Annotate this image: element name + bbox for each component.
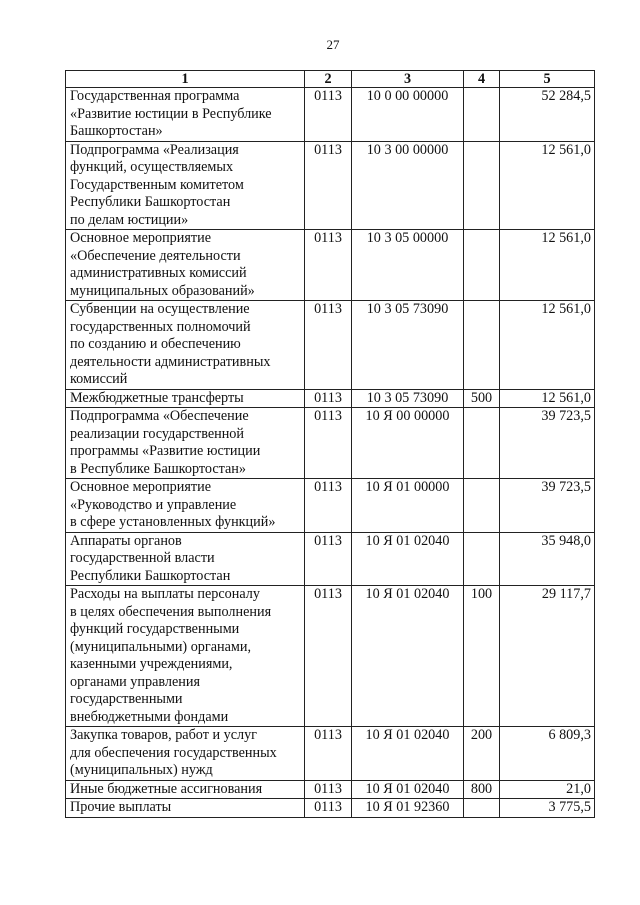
row-amount: 12 561,0 [500,301,595,390]
row-section: 0113 [305,301,352,390]
row-target-code: 10 Я 01 00000 [352,479,464,533]
row-name: Закупка товаров, работ и услуг для обеспечения государственных (муниципальных) нужд [66,727,305,781]
row-expense-type: 500 [464,389,500,408]
table-row [66,301,595,390]
table-row [66,479,595,533]
row-amount: 21,0 [500,780,595,799]
row-name: Основное мероприятие «Руководство и управление в сфере установленных функций» [66,479,305,533]
budget-table [65,70,595,818]
header-col-5: 5 [500,71,595,88]
row-name: Прочие выплаты [66,799,305,818]
row-expense-type [464,408,500,479]
row-amount: 3 775,5 [500,799,595,818]
row-amount: 39 723,5 [500,479,595,533]
table-row [66,780,595,799]
row-section: 0113 [305,727,352,781]
row-target-code: 10 Я 01 02040 [352,532,464,586]
row-section: 0113 [305,479,352,533]
row-name: Подпрограмма «Обеспечение реализации государственной программы «Развитие юстиции в Республике Башкортостан» [66,408,305,479]
row-section: 0113 [305,389,352,408]
row-expense-type [464,799,500,818]
row-expense-type [464,141,500,230]
row-target-code: 10 Я 00 00000 [352,408,464,479]
table-row [66,586,595,727]
row-amount: 29 117,7 [500,586,595,727]
row-expense-type: 200 [464,727,500,781]
table-row [66,408,595,479]
row-amount: 39 723,5 [500,408,595,479]
table-row [66,532,595,586]
row-target-code: 10 3 05 73090 [352,389,464,408]
row-expense-type [464,230,500,301]
row-section: 0113 [305,88,352,142]
header-col-4: 4 [464,71,500,88]
row-section: 0113 [305,799,352,818]
row-section: 0113 [305,230,352,301]
row-name: Расходы на выплаты персоналу в целях обеспечения выполнения функций государственными (муниципальными) органами, казенными учреждениями, органами управления государственными внебюджетными фондами [66,586,305,727]
row-expense-type [464,301,500,390]
row-amount: 12 561,0 [500,141,595,230]
header-col-2: 2 [305,71,352,88]
row-target-code: 10 3 05 73090 [352,301,464,390]
row-target-code: 10 Я 01 02040 [352,727,464,781]
row-target-code: 10 3 00 00000 [352,141,464,230]
row-name: Государственная программа «Развитие юстиции в Республике Башкортостан» [66,88,305,142]
row-target-code: 10 0 00 00000 [352,88,464,142]
row-name: Основное мероприятие «Обеспечение деятельности административных комиссий муниципальных образований» [66,230,305,301]
table-row [66,230,595,301]
row-expense-type [464,88,500,142]
row-section: 0113 [305,532,352,586]
row-expense-type [464,532,500,586]
row-name: Иные бюджетные ассигнования [66,780,305,799]
row-amount: 35 948,0 [500,532,595,586]
row-target-code: 10 Я 01 02040 [352,586,464,727]
row-name: Аппараты органов государственной власти Республики Башкортостан [66,532,305,586]
row-name: Подпрограмма «Реализация функций, осуществляемых Государственным комитетом Республики Башкортостан по делам юстиции» [66,141,305,230]
row-amount: 12 561,0 [500,230,595,301]
row-expense-type: 800 [464,780,500,799]
row-amount: 52 284,5 [500,88,595,142]
table-row [66,389,595,408]
row-target-code: 10 Я 01 02040 [352,780,464,799]
table-row [66,141,595,230]
table-row [66,727,595,781]
row-amount: 12 561,0 [500,389,595,408]
table-row [66,88,595,142]
row-target-code: 10 3 05 00000 [352,230,464,301]
row-expense-type [464,479,500,533]
row-target-code: 10 Я 01 92360 [352,799,464,818]
row-amount: 6 809,3 [500,727,595,781]
row-section: 0113 [305,586,352,727]
header-col-3: 3 [352,71,464,88]
row-name: Субвенции на осуществление государственных полномочий по созданию и обеспечению деятельности административных комиссий [66,301,305,390]
row-name: Межбюджетные трансферты [66,389,305,408]
table-header-row [66,71,595,88]
table-row [66,799,595,818]
row-section: 0113 [305,780,352,799]
row-expense-type: 100 [464,586,500,727]
row-section: 0113 [305,141,352,230]
row-section: 0113 [305,408,352,479]
page-number: 27 [326,37,340,52]
header-col-1: 1 [66,71,305,88]
